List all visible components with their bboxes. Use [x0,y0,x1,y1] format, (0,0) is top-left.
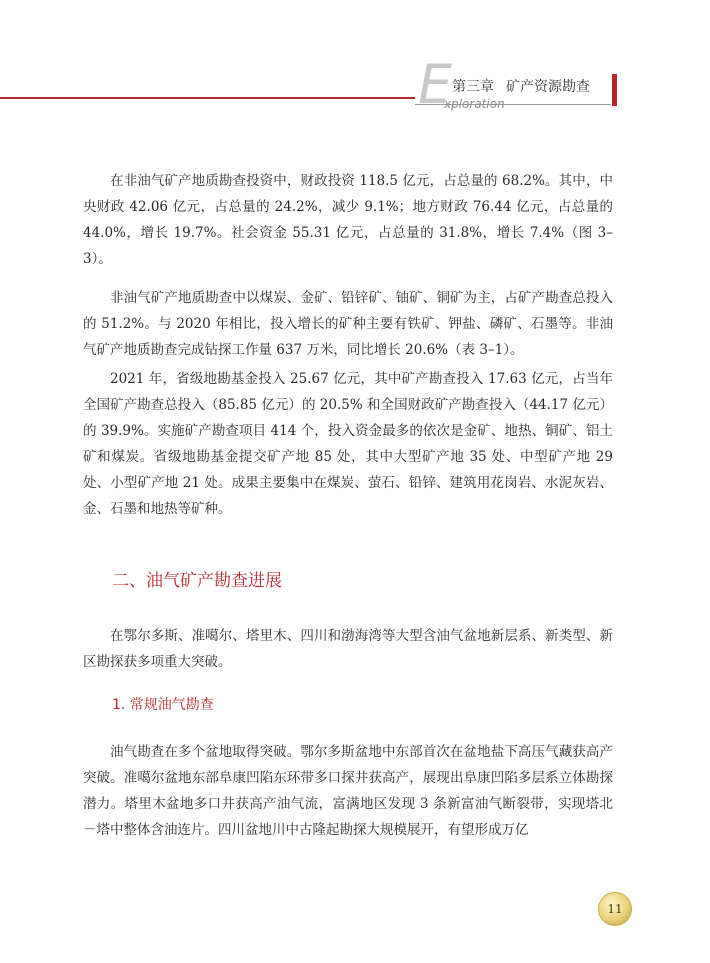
sub-heading: 1. 常规油气勘查 [112,697,214,713]
page-number-badge [598,892,632,926]
header-logo-letter: E [418,53,453,116]
paragraph-2: 非油气矿产地质勘查中以煤炭、金矿、铅锌矿、铀矿、铜矿为主，占矿产勘查总投入的 51.2%。与 2020 年相比，投入增长的矿种主要有铁矿、钾盐、磷矿、石墨等。非油气矿产地质勘查完成钻探工作量 637 万米，同比增长 20.6%（表 3–1）。 [83,290,613,358]
paragraph-1: 在非油气矿产地质勘查投资中，财政投资 118.5 亿元，占总量的 68.2%。其中，中央财政 42.06 亿元，占总量的 24.2%，减少 9.1%；地方财政 76.44 亿元，占总量的 44.0%，增长 19.7%。社会资金 55.31 亿元，占总量的 31.8%，增长 7.4%（图 3–3）。 [83,173,613,267]
section-body: 油气勘查在多个盆地取得突破。鄂尔多斯盆地中东部首次在盆地盐下高压气藏获高产突破。准噶尔盆地东部阜康凹陷东环带多口探井获高产，展现出阜康凹陷多层系立体勘探潜力。塔里木盆地多口井获高产油气流，富满地区发现 3 条新富油气断裂带，实现塔北－塔中整体含油连片。四川盆地川中古隆起勘探大规模展开，有望形成万亿 [83,744,613,838]
chapter-number: 第三章 [452,79,494,95]
header-logo-word: xploration [444,97,505,111]
section-intro: 在鄂尔多斯、准噶尔、塔里木、四川和渤海湾等大型含油气盆地新层系、新类型、新区勘探获多项重大突破。 [83,628,613,670]
chapter-name: 矿产资源勘查 [506,79,590,95]
header-accent-bar [612,74,617,106]
page-number: 11 [607,902,623,916]
header-rule-red [0,97,415,99]
paragraph-3: 2021 年，省级地勘基金投入 25.67 亿元，其中矿产勘查投入 17.63 亿元，占当年全国矿产勘查总投入（85.85 亿元）的 20.5% 和全国财政矿产勘查投入（44.17 亿元）的 39.9%。实施矿产勘查项目 414 个，投入资金最多的依次是金矿、地热、铜矿、铝土矿和煤炭。省级地勘基金提交矿产地 85 处，其中大型矿产地 35 处、中型矿产地 29 处、小型矿产地 21 处。成果主要集中在煤炭、萤石、铅锌、建筑用花岗岩、水泥灰岩、金、石墨和地热等矿种。 [83,371,613,517]
chapter-title [452,78,590,96]
section-heading: 二、油气矿产勘查进展 [112,571,282,591]
